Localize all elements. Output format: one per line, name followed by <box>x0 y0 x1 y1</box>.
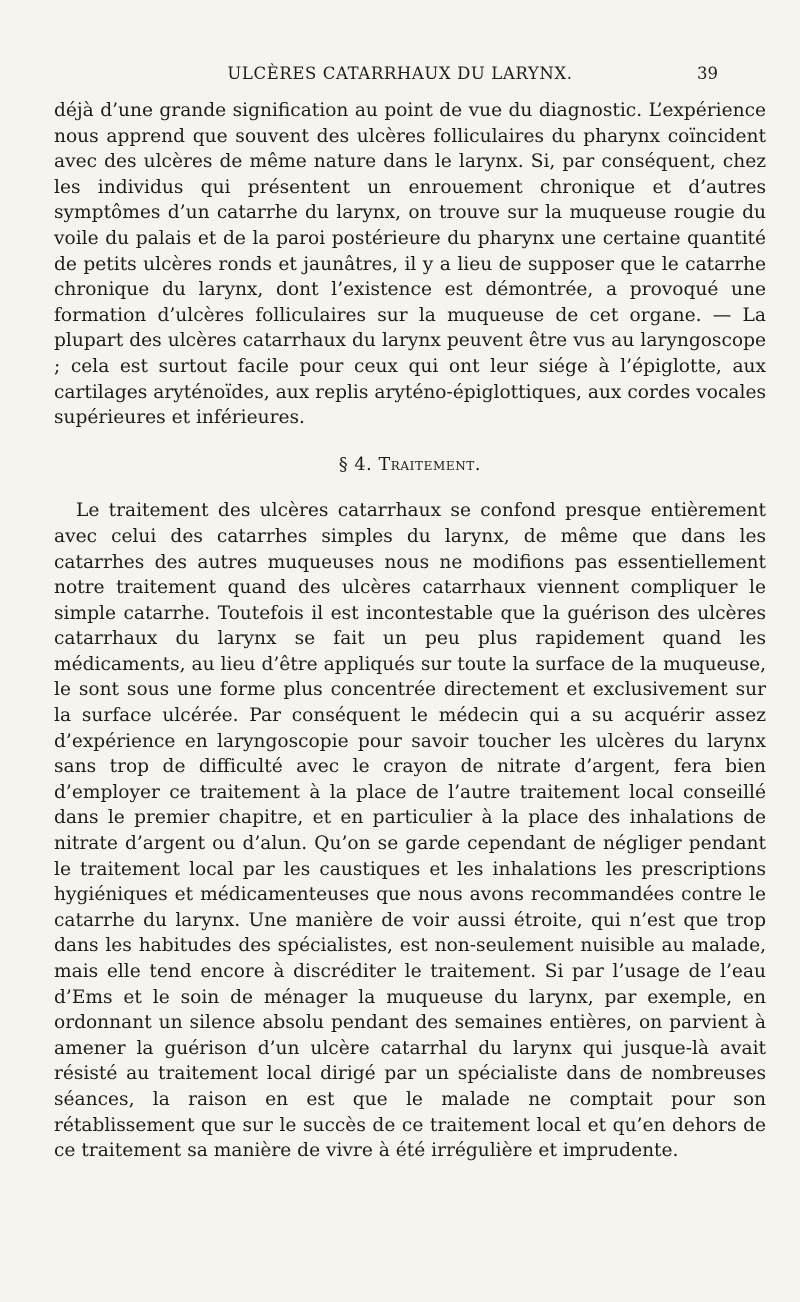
section-heading-text: § 4. Traitement. <box>338 454 482 475</box>
paragraph-treatment: Le traitement des ulcères catarrhaux se confond presque entièrement avec celui des catarrhes simples du larynx, de même que dans les catarrhes des autres muqueuses nous ne modifions pas essentiellement notre traitement quand des ulcères catarrhaux viennent compliquer le simple catarrhe. Toutefois il est incontestable que la guérison des ulcères catarrhaux du larynx se fait un peu plus rapidement quand les médicaments, au lieu d’être appliqués sur toute la surface de la muqueuse, le sont sous une forme plus concentrée directement et exclusivement sur la surface ulcérée. Par conséquent le médecin qui a su acquérir assez d’expérience en laryngoscopie pour savoir toucher les ulcères du larynx sans trop de difficulté avec le crayon de nitrate d’argent, fera bien d’employer ce traitement à la place de l’autre traitement local conseillé dans le premier chapitre, et en particulier à la place des inhalations de nitrate d’argent ou d’alun. Qu’on se garde cependant de négliger pendant le traitement local par les caustiques et les inhalations les prescriptions hygiéniques et médicamenteuses que nous avons recommandées contre le catarrhe du larynx. Une manière de voir aussi étroite, qui n’est que trop dans les habitudes des spécialistes, est non-seulement nuisible au malade, mais elle tend encore à discréditer le traitement. Si par l’usage de l’eau d’Ems et le soin de ménager la muqueuse du larynx, par exemple, en ordonnant un silence absolu pendant des semaines entières, on parvient à amener la guérison d’un ulcère catarrhal du larynx qui jusque-là avait résisté au traitement local dirigé par un spécialiste dans de nombreuses séances, la raison en est que le malade ne comptait pour son rétablissement que sur le succès de ce traitement local et qu’en dehors de ce traitement sa manière de vivre à été irrégulière et imprudente. <box>54 500 766 1162</box>
body-text <box>54 98 766 1164</box>
paragraph-continuation: déjà d’une grande signification au point de vue du diagnostic. L’expérience nous apprend que souvent des ulcères folliculaires du pharynx coïncident avec des ulcères de même nature dans le larynx. Si, par conséquent, chez les individus qui présentent un enrouement chronique et d’autres symptômes d’un catarrhe du larynx, on trouve sur la muqueuse rougie du voile du palais et de la paroi postérieure du pharynx une certaine quantité de petits ulcères ronds et jaunâtres, il y a lieu de supposer que le catarrhe chronique du larynx, dont l’existence est démontrée, a provoqué une formation d’ulcères folliculaires sur la muqueuse de cet organe. — La plupart des ulcères catarrhaux du larynx peuvent être vus au laryngoscope ; cela est surtout facile pour ceux qui ont leur siége à l’épiglotte, aux cartilages aryténoïdes, aux replis aryténo-épiglottiques, aux cordes vocales supérieures et inférieures. <box>54 100 766 429</box>
section-heading <box>54 453 766 479</box>
running-title: ULCÈRES CATARRHAUX DU LARYNX. <box>227 64 573 83</box>
running-header <box>0 64 800 88</box>
page-number: 39 <box>697 64 718 83</box>
